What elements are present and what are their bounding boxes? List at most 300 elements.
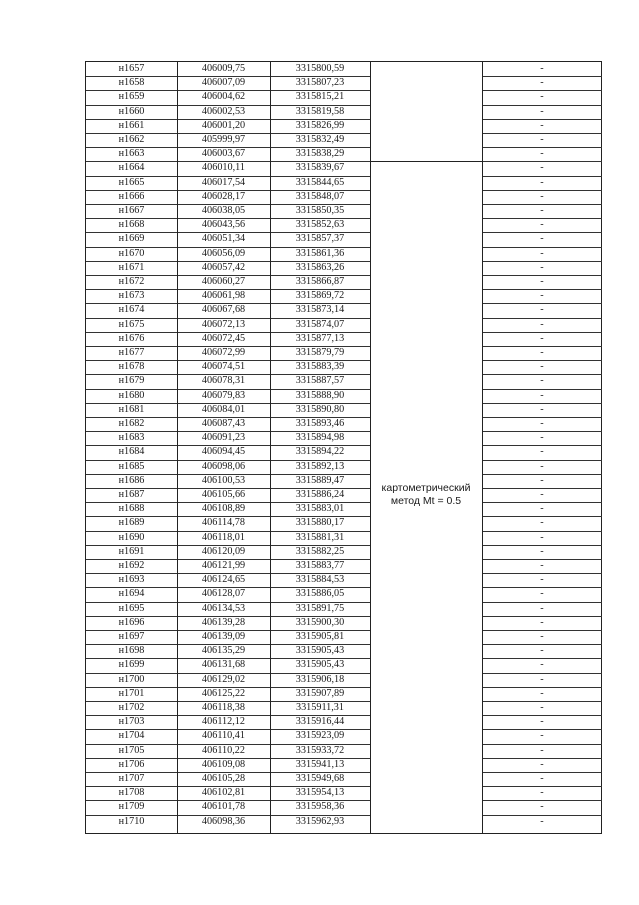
row-divider bbox=[86, 687, 370, 688]
y-coordinate-cell: 3315907,89 bbox=[295, 687, 345, 699]
row-divider bbox=[482, 374, 602, 375]
point-id-cell: н1670 bbox=[118, 247, 145, 259]
row-divider bbox=[482, 360, 602, 361]
row-divider bbox=[482, 673, 602, 674]
row-divider bbox=[86, 673, 370, 674]
row-divider bbox=[482, 346, 602, 347]
row-divider bbox=[482, 332, 602, 333]
table-row bbox=[86, 289, 601, 303]
table-row bbox=[86, 474, 601, 488]
table-row bbox=[86, 119, 601, 133]
row-divider bbox=[482, 758, 602, 759]
row-divider bbox=[86, 374, 370, 375]
x-coordinate-cell: 406010,11 bbox=[202, 162, 245, 174]
point-id-cell: н1687 bbox=[118, 489, 145, 500]
table-row bbox=[86, 729, 601, 743]
y-coordinate-cell: 3315890,80 bbox=[295, 403, 345, 415]
table-row bbox=[86, 602, 601, 616]
point-id-cell: н1664 bbox=[118, 162, 145, 174]
point-id-cell: н1690 bbox=[118, 531, 145, 543]
x-coordinate-cell: 406105,28 bbox=[201, 773, 246, 784]
point-id-cell: н1679 bbox=[118, 375, 145, 387]
row-divider bbox=[482, 445, 602, 446]
table-row bbox=[86, 445, 601, 459]
row-divider bbox=[86, 658, 370, 659]
x-coordinate-cell: 406057,42 bbox=[201, 261, 246, 273]
row-divider bbox=[482, 729, 602, 730]
y-coordinate-cell: 3315886,05 bbox=[295, 588, 345, 600]
row-divider bbox=[86, 474, 370, 475]
x-coordinate-cell: 406135,29 bbox=[201, 645, 246, 657]
y-coordinate-cell: 3315844,65 bbox=[295, 176, 345, 188]
x-coordinate-cell: 406084,01 bbox=[201, 403, 246, 415]
coordinates-table bbox=[85, 61, 602, 834]
x-coordinate-cell: 406072,13 bbox=[201, 318, 246, 330]
accuracy-cell: - bbox=[540, 332, 544, 344]
point-id-cell: н1662 bbox=[118, 134, 145, 145]
row-divider bbox=[86, 247, 370, 248]
point-id-cell: н1709 bbox=[118, 801, 145, 813]
point-id-cell: н1681 bbox=[118, 403, 145, 415]
point-id-cell: н1666 bbox=[118, 190, 145, 202]
row-divider bbox=[86, 232, 370, 233]
y-coordinate-cell: 3315838,29 bbox=[295, 148, 345, 160]
table-row bbox=[86, 105, 601, 119]
point-id-cell: н1685 bbox=[118, 460, 145, 472]
y-coordinate-cell: 3315905,81 bbox=[295, 631, 345, 642]
accuracy-cell: - bbox=[540, 91, 544, 103]
accuracy-cell: - bbox=[540, 758, 544, 770]
table-row bbox=[86, 161, 601, 175]
row-divider bbox=[482, 218, 602, 219]
x-coordinate-cell: 406121,99 bbox=[201, 560, 246, 571]
point-id-cell: н1680 bbox=[118, 389, 145, 401]
accuracy-cell: - bbox=[540, 503, 544, 515]
table-row bbox=[86, 772, 601, 786]
x-coordinate-cell: 406120,09 bbox=[201, 545, 246, 557]
y-coordinate-cell: 3315888,90 bbox=[295, 389, 345, 401]
accuracy-cell: - bbox=[540, 162, 544, 174]
table-row bbox=[86, 460, 601, 474]
point-id-cell: н1678 bbox=[118, 361, 145, 373]
accuracy-cell: - bbox=[540, 233, 544, 245]
x-coordinate-cell: 406038,05 bbox=[201, 205, 246, 216]
accuracy-cell: - bbox=[540, 318, 544, 330]
y-coordinate-cell: 3315819,58 bbox=[295, 105, 345, 117]
table-row bbox=[86, 360, 601, 374]
accuracy-cell: - bbox=[540, 460, 544, 472]
point-id-cell: н1701 bbox=[118, 687, 145, 699]
x-coordinate-cell: 406118,01 bbox=[202, 531, 245, 543]
row-divider bbox=[86, 431, 370, 432]
accuracy-cell: - bbox=[540, 219, 544, 231]
row-divider bbox=[482, 161, 602, 162]
row-divider bbox=[482, 90, 602, 91]
x-coordinate-cell: 406134,53 bbox=[201, 602, 246, 614]
table-row bbox=[86, 658, 601, 672]
row-divider bbox=[86, 644, 370, 645]
row-divider bbox=[86, 445, 370, 446]
y-coordinate-cell: 3315887,57 bbox=[295, 375, 345, 387]
table-row bbox=[86, 346, 601, 360]
row-divider bbox=[86, 602, 370, 603]
x-coordinate-cell: 406067,68 bbox=[201, 304, 246, 316]
row-divider bbox=[86, 573, 370, 574]
accuracy-cell: - bbox=[540, 801, 544, 813]
table-row bbox=[86, 587, 601, 601]
table-row bbox=[86, 644, 601, 658]
accuracy-cell: - bbox=[540, 375, 544, 387]
x-coordinate-cell: 406125,22 bbox=[201, 687, 246, 699]
accuracy-cell: - bbox=[540, 645, 544, 657]
point-id-cell: н1692 bbox=[118, 560, 145, 571]
row-divider bbox=[482, 630, 602, 631]
table-row bbox=[86, 62, 601, 76]
table-row bbox=[86, 559, 601, 573]
y-coordinate-cell: 3315839,67 bbox=[295, 162, 345, 174]
y-coordinate-cell: 3315880,17 bbox=[295, 517, 345, 529]
point-id-cell: н1688 bbox=[118, 503, 145, 515]
table-row bbox=[86, 786, 601, 800]
x-coordinate-cell: 406078,31 bbox=[201, 375, 246, 387]
row-divider bbox=[86, 800, 370, 801]
table-row bbox=[86, 76, 601, 90]
row-divider bbox=[86, 90, 370, 91]
accuracy-cell: - bbox=[540, 517, 544, 529]
row-divider bbox=[482, 389, 602, 390]
row-divider bbox=[482, 247, 602, 248]
x-coordinate-cell: 406108,89 bbox=[201, 503, 246, 515]
point-id-cell: н1663 bbox=[118, 148, 145, 160]
row-divider bbox=[86, 389, 370, 390]
row-divider bbox=[86, 161, 370, 162]
point-id-cell: н1672 bbox=[118, 276, 145, 287]
x-coordinate-cell: 406105,66 bbox=[201, 489, 246, 500]
row-divider bbox=[86, 758, 370, 759]
point-id-cell: н1696 bbox=[118, 616, 145, 628]
accuracy-cell: - bbox=[540, 361, 544, 373]
y-coordinate-cell: 3315883,39 bbox=[295, 361, 345, 373]
x-coordinate-cell: 406101,78 bbox=[201, 801, 246, 813]
point-id-cell: н1673 bbox=[118, 290, 145, 302]
x-coordinate-cell: 406072,45 bbox=[201, 332, 246, 344]
y-coordinate-cell: 3315958,36 bbox=[295, 801, 345, 813]
row-divider bbox=[86, 460, 370, 461]
row-divider bbox=[86, 332, 370, 333]
x-coordinate-cell: 406110,41 bbox=[202, 730, 245, 742]
y-coordinate-cell: 3315883,77 bbox=[295, 560, 345, 571]
table-row bbox=[86, 701, 601, 715]
row-divider bbox=[482, 545, 602, 546]
point-id-cell: н1704 bbox=[118, 730, 145, 742]
x-coordinate-cell: 406028,17 bbox=[201, 190, 246, 202]
row-divider bbox=[86, 403, 370, 404]
row-divider bbox=[482, 232, 602, 233]
accuracy-cell: - bbox=[540, 588, 544, 600]
row-divider bbox=[86, 119, 370, 120]
accuracy-cell: - bbox=[540, 347, 544, 358]
row-divider bbox=[86, 531, 370, 532]
row-divider bbox=[482, 800, 602, 801]
y-coordinate-cell: 3315962,93 bbox=[295, 815, 345, 827]
point-id-cell: н1689 bbox=[118, 517, 145, 529]
table-row bbox=[86, 147, 601, 161]
row-divider bbox=[86, 815, 370, 816]
table-row bbox=[86, 218, 601, 232]
y-coordinate-cell: 3315877,13 bbox=[295, 332, 345, 344]
accuracy-cell: - bbox=[540, 560, 544, 571]
method-label: картометрический bbox=[381, 482, 471, 495]
table-row bbox=[86, 630, 601, 644]
row-divider bbox=[86, 715, 370, 716]
y-coordinate-cell: 3315882,25 bbox=[295, 545, 345, 557]
row-divider bbox=[86, 289, 370, 290]
table-row bbox=[86, 374, 601, 388]
y-coordinate-cell: 3315861,36 bbox=[295, 247, 345, 259]
accuracy-cell: - bbox=[540, 247, 544, 259]
accuracy-cell: - bbox=[540, 205, 544, 216]
accuracy-cell: - bbox=[540, 276, 544, 287]
x-coordinate-cell: 406007,09 bbox=[201, 77, 246, 89]
x-coordinate-cell: 406098,36 bbox=[201, 815, 246, 827]
row-divider bbox=[482, 474, 602, 475]
point-id-cell: н1708 bbox=[118, 787, 145, 799]
accuracy-cell: - bbox=[540, 773, 544, 784]
x-coordinate-cell: 406003,67 bbox=[201, 148, 246, 160]
y-coordinate-cell: 3315886,24 bbox=[295, 489, 345, 500]
table-row bbox=[86, 332, 601, 346]
point-id-cell: н1669 bbox=[118, 233, 145, 245]
y-coordinate-cell: 3315891,75 bbox=[295, 602, 345, 614]
x-coordinate-cell: 406102,81 bbox=[201, 787, 246, 799]
row-divider bbox=[482, 318, 602, 319]
y-coordinate-cell: 3315884,53 bbox=[295, 574, 345, 586]
y-coordinate-cell: 3315905,43 bbox=[295, 659, 345, 671]
y-coordinate-cell: 3315906,18 bbox=[295, 673, 345, 685]
accuracy-cell: - bbox=[540, 489, 544, 500]
point-id-cell: н1660 bbox=[118, 105, 145, 117]
row-divider bbox=[482, 119, 602, 120]
x-coordinate-cell: 406087,43 bbox=[201, 418, 246, 429]
point-id-cell: н1657 bbox=[118, 63, 145, 74]
y-coordinate-cell: 3315881,31 bbox=[295, 531, 345, 543]
x-coordinate-cell: 406001,20 bbox=[201, 119, 246, 131]
point-id-cell: н1699 bbox=[118, 659, 145, 671]
x-coordinate-cell: 406009,75 bbox=[201, 63, 246, 74]
y-coordinate-cell: 3315866,87 bbox=[295, 276, 345, 287]
accuracy-cell: - bbox=[540, 418, 544, 429]
x-coordinate-cell: 406091,23 bbox=[201, 432, 246, 444]
point-id-cell: н1684 bbox=[118, 446, 145, 458]
x-coordinate-cell: 406094,45 bbox=[201, 446, 246, 458]
y-coordinate-cell: 3315949,68 bbox=[295, 773, 345, 784]
y-coordinate-cell: 3315857,37 bbox=[295, 233, 345, 245]
row-divider bbox=[482, 502, 602, 503]
table-row bbox=[86, 744, 601, 758]
point-id-cell: н1706 bbox=[118, 758, 145, 770]
column-divider bbox=[177, 62, 178, 833]
x-coordinate-cell: 406129,02 bbox=[201, 673, 246, 685]
table-row bbox=[86, 673, 601, 687]
accuracy-cell: - bbox=[540, 304, 544, 316]
accuracy-cell: - bbox=[540, 148, 544, 160]
x-coordinate-cell: 406056,09 bbox=[201, 247, 246, 259]
row-divider bbox=[482, 587, 602, 588]
row-divider bbox=[482, 616, 602, 617]
accuracy-cell: - bbox=[540, 631, 544, 642]
x-coordinate-cell: 406128,07 bbox=[201, 588, 246, 600]
table-row bbox=[86, 204, 601, 218]
x-coordinate-cell: 406060,27 bbox=[201, 276, 246, 287]
point-id-cell: н1707 bbox=[118, 773, 145, 784]
y-coordinate-cell: 3315826,99 bbox=[295, 119, 345, 131]
point-id-cell: н1682 bbox=[118, 418, 145, 429]
accuracy-cell: - bbox=[540, 134, 544, 145]
row-divider bbox=[482, 176, 602, 177]
row-divider bbox=[482, 76, 602, 77]
row-divider bbox=[482, 204, 602, 205]
accuracy-cell: - bbox=[540, 815, 544, 827]
row-divider bbox=[482, 786, 602, 787]
row-divider bbox=[482, 431, 602, 432]
table-row bbox=[86, 303, 601, 317]
accuracy-cell: - bbox=[540, 474, 544, 486]
y-coordinate-cell: 3315905,43 bbox=[295, 645, 345, 657]
x-coordinate-cell: 406051,34 bbox=[201, 233, 246, 245]
table-row bbox=[86, 176, 601, 190]
y-coordinate-cell: 3315893,46 bbox=[295, 418, 345, 429]
table-row bbox=[86, 247, 601, 261]
y-coordinate-cell: 3315941,13 bbox=[295, 758, 345, 770]
table-row bbox=[86, 815, 601, 829]
y-coordinate-cell: 3315933,72 bbox=[295, 744, 345, 756]
method-accuracy: метод Mt = 0.5 bbox=[390, 495, 462, 508]
row-divider bbox=[482, 644, 602, 645]
row-divider bbox=[482, 289, 602, 290]
point-id-cell: н1691 bbox=[118, 545, 145, 557]
accuracy-cell: - bbox=[540, 403, 544, 415]
row-divider bbox=[86, 630, 370, 631]
row-divider bbox=[86, 275, 370, 276]
point-id-cell: н1686 bbox=[118, 474, 145, 486]
row-divider bbox=[482, 531, 602, 532]
row-divider bbox=[482, 744, 602, 745]
y-coordinate-cell: 3315807,23 bbox=[295, 77, 345, 89]
y-coordinate-cell: 3315954,13 bbox=[295, 787, 345, 799]
y-coordinate-cell: 3315883,01 bbox=[295, 503, 345, 515]
row-divider bbox=[86, 502, 370, 503]
x-coordinate-cell: 406074,51 bbox=[201, 361, 246, 373]
x-coordinate-cell: 406079,83 bbox=[201, 389, 246, 401]
row-divider bbox=[86, 729, 370, 730]
point-id-cell: н1705 bbox=[118, 744, 145, 756]
row-divider bbox=[86, 545, 370, 546]
x-coordinate-cell: 406109,08 bbox=[201, 758, 246, 770]
point-id-cell: н1683 bbox=[118, 432, 145, 444]
y-coordinate-cell: 3315894,98 bbox=[295, 432, 345, 444]
row-divider bbox=[482, 815, 602, 816]
accuracy-cell: - bbox=[540, 531, 544, 543]
table-row bbox=[86, 318, 601, 332]
table-row bbox=[86, 403, 601, 417]
row-divider bbox=[86, 204, 370, 205]
x-coordinate-cell: 406043,56 bbox=[201, 219, 246, 231]
row-divider bbox=[482, 488, 602, 489]
accuracy-cell: - bbox=[540, 702, 544, 713]
point-id-cell: н1668 bbox=[118, 219, 145, 231]
y-coordinate-cell: 3315873,14 bbox=[295, 304, 345, 316]
table-row bbox=[86, 431, 601, 445]
accuracy-cell: - bbox=[540, 290, 544, 302]
y-coordinate-cell: 3315800,59 bbox=[295, 63, 345, 74]
x-coordinate-cell: 406110,22 bbox=[202, 744, 245, 756]
accuracy-cell: - bbox=[540, 105, 544, 117]
table-row bbox=[86, 531, 601, 545]
accuracy-cell: - bbox=[540, 716, 544, 728]
row-divider bbox=[482, 303, 602, 304]
row-divider bbox=[86, 744, 370, 745]
accuracy-cell: - bbox=[540, 730, 544, 742]
y-coordinate-cell: 3315852,63 bbox=[295, 219, 345, 231]
row-divider bbox=[482, 573, 602, 574]
y-coordinate-cell: 3315889,47 bbox=[295, 474, 345, 486]
table-row bbox=[86, 275, 601, 289]
y-coordinate-cell: 3315874,07 bbox=[295, 318, 345, 330]
row-divider bbox=[482, 559, 602, 560]
y-coordinate-cell: 3315911,31 bbox=[295, 702, 344, 713]
x-coordinate-cell: 406017,54 bbox=[201, 176, 246, 188]
point-id-cell: н1674 bbox=[118, 304, 145, 316]
point-id-cell: н1710 bbox=[118, 815, 145, 827]
accuracy-cell: - bbox=[540, 119, 544, 131]
x-coordinate-cell: 406112,12 bbox=[202, 716, 245, 728]
table-row bbox=[86, 687, 601, 701]
point-id-cell: н1676 bbox=[118, 332, 145, 344]
accuracy-cell: - bbox=[540, 687, 544, 699]
x-coordinate-cell: 406114,78 bbox=[202, 517, 245, 529]
y-coordinate-cell: 3315900,30 bbox=[295, 616, 345, 628]
point-id-cell: н1677 bbox=[118, 347, 145, 358]
method-cell-top-border bbox=[370, 161, 482, 162]
x-coordinate-cell: 406131,68 bbox=[201, 659, 246, 671]
y-coordinate-cell: 3315916,44 bbox=[295, 716, 345, 728]
x-coordinate-cell: 406139,09 bbox=[201, 631, 246, 642]
x-coordinate-cell: 406004,62 bbox=[201, 91, 246, 103]
row-divider bbox=[86, 76, 370, 77]
row-divider bbox=[86, 318, 370, 319]
point-id-cell: н1693 bbox=[118, 574, 145, 586]
row-divider bbox=[482, 403, 602, 404]
table-row bbox=[86, 417, 601, 431]
table-row bbox=[86, 190, 601, 204]
accuracy-cell: - bbox=[540, 744, 544, 756]
table-row bbox=[86, 133, 601, 147]
row-divider bbox=[482, 133, 602, 134]
method-cell bbox=[370, 482, 482, 508]
row-divider bbox=[86, 772, 370, 773]
row-divider bbox=[86, 786, 370, 787]
table-row bbox=[86, 800, 601, 814]
y-coordinate-cell: 3315863,26 bbox=[295, 261, 345, 273]
row-divider bbox=[86, 133, 370, 134]
x-coordinate-cell: 406098,06 bbox=[201, 460, 246, 472]
point-id-cell: н1658 bbox=[118, 77, 145, 89]
row-divider bbox=[482, 105, 602, 106]
row-divider bbox=[86, 417, 370, 418]
point-id-cell: н1671 bbox=[118, 261, 145, 273]
y-coordinate-cell: 3315832,49 bbox=[295, 134, 345, 145]
row-divider bbox=[482, 147, 602, 148]
